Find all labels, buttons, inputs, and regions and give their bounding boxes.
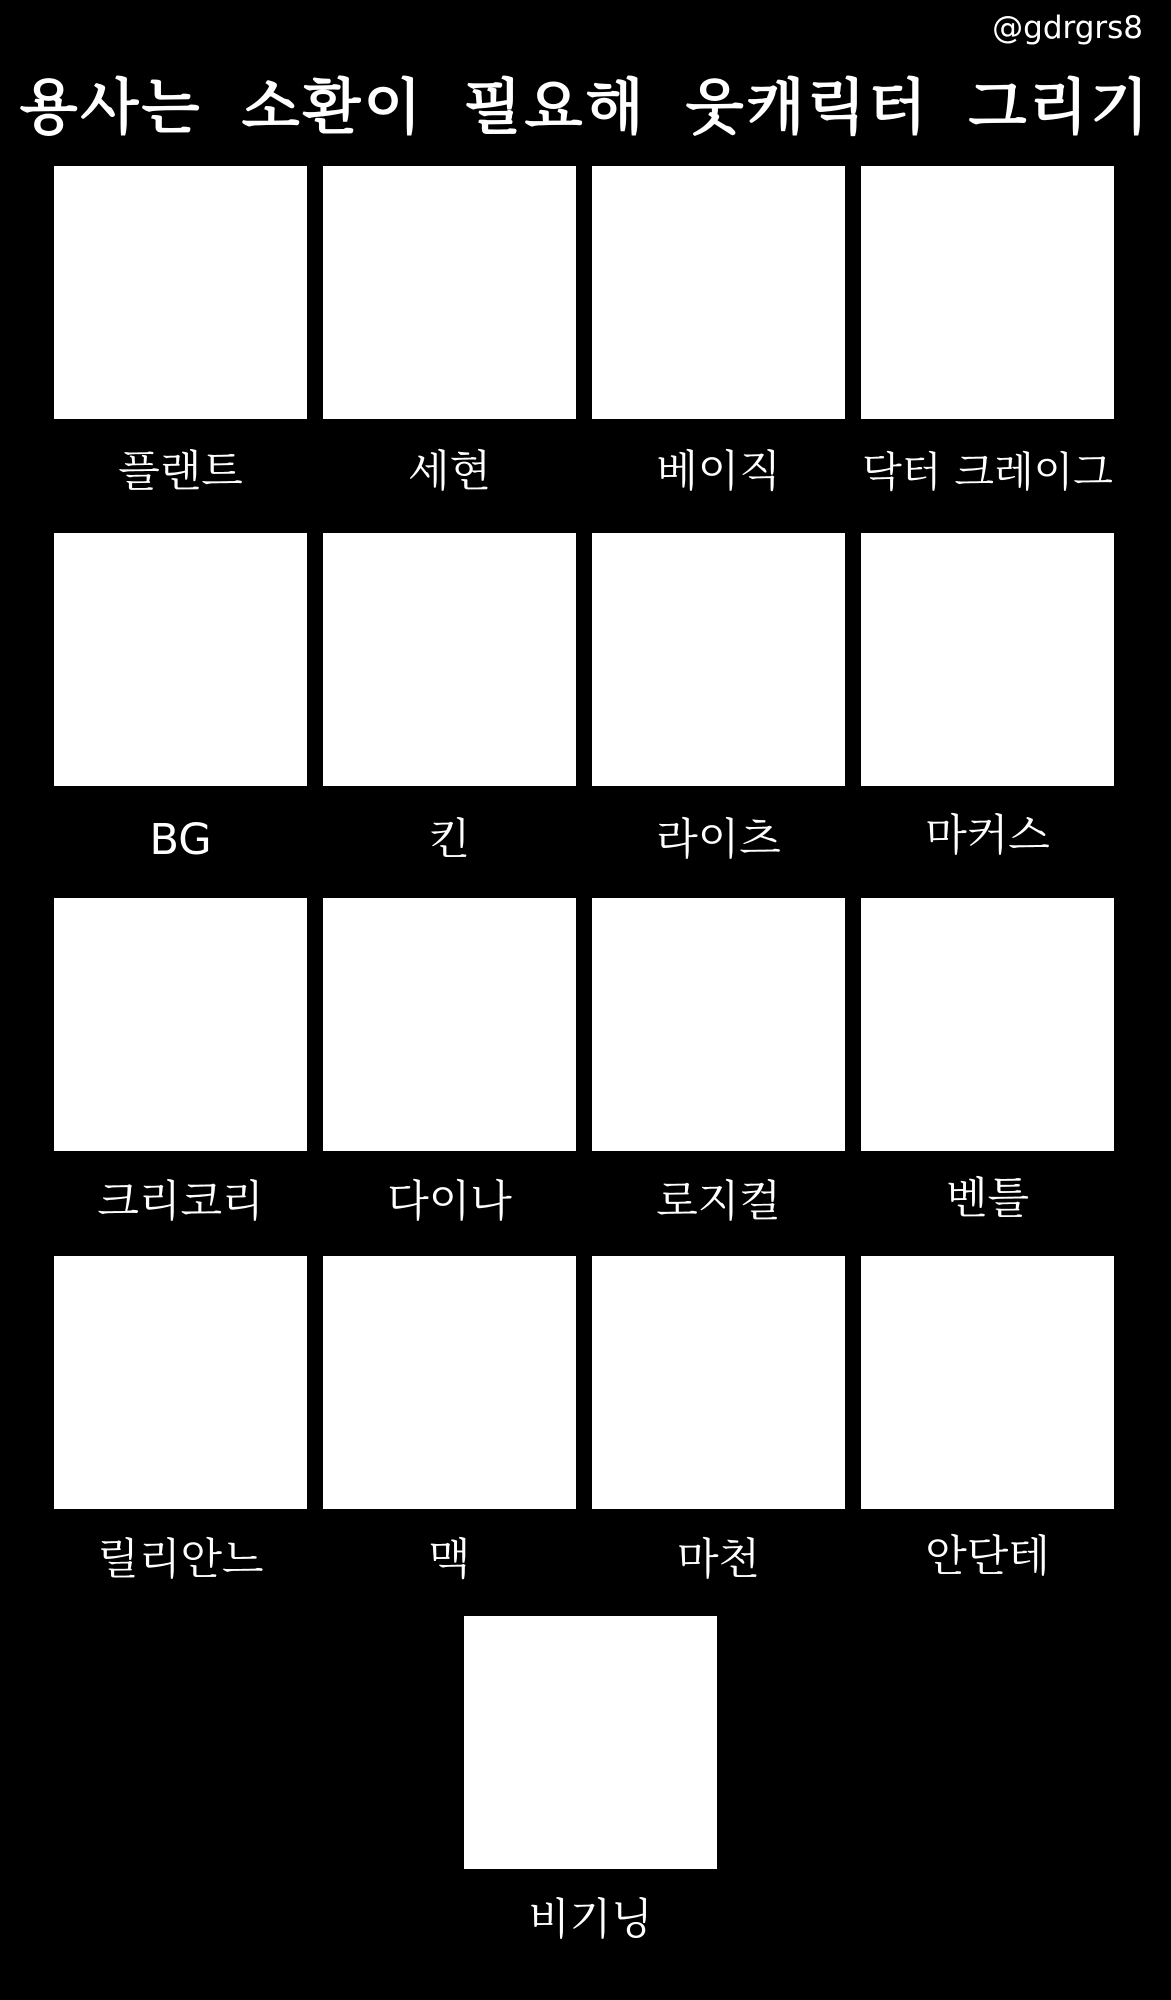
character-label: 라이츠	[656, 815, 781, 865]
character-cell	[323, 1256, 576, 1585]
drawing-box[interactable]	[323, 533, 576, 786]
character-label: 크리코리	[97, 1177, 264, 1227]
character-label: 킨	[428, 815, 471, 865]
drawing-box[interactable]	[592, 898, 845, 1151]
character-label: 마천	[676, 1535, 761, 1585]
character-label: 다이나	[387, 1177, 512, 1227]
character-cell	[592, 533, 845, 865]
character-cell	[323, 166, 576, 497]
character-label: 벤틀	[945, 1174, 1030, 1224]
character-label: 세현	[407, 447, 492, 497]
character-label: 로지컬	[656, 1177, 781, 1227]
character-cell	[592, 898, 845, 1227]
character-label: 마커스	[925, 811, 1050, 861]
character-label: 릴리안느	[97, 1535, 264, 1585]
character-cell	[861, 1256, 1114, 1582]
character-cell	[54, 1256, 307, 1585]
character-label: BG	[149, 815, 212, 865]
character-cell	[592, 166, 845, 497]
drawing-box[interactable]	[592, 166, 845, 419]
character-cell	[861, 166, 1114, 496]
drawing-box[interactable]	[861, 166, 1114, 419]
drawing-box[interactable]	[464, 1616, 717, 1869]
drawing-box[interactable]	[323, 166, 576, 419]
character-cell	[861, 533, 1114, 861]
character-cell	[54, 533, 307, 865]
drawing-box[interactable]	[861, 533, 1114, 786]
drawing-box[interactable]	[54, 898, 307, 1151]
drawing-box[interactable]	[323, 1256, 576, 1509]
character-cell	[323, 898, 576, 1227]
drawing-box[interactable]	[323, 898, 576, 1151]
character-label: 플랜트	[118, 447, 243, 497]
author-handle: @gdrgrs8	[992, 10, 1143, 46]
drawing-box[interactable]	[54, 533, 307, 786]
character-cell	[54, 166, 307, 497]
drawing-box[interactable]	[592, 533, 845, 786]
character-label: 맥	[428, 1535, 471, 1585]
character-label: 닥터 크레이그	[862, 448, 1113, 496]
drawing-box[interactable]	[861, 1256, 1114, 1509]
character-label: 베이직	[656, 447, 781, 497]
character-cell	[592, 1256, 845, 1585]
character-cell	[54, 898, 307, 1227]
character-cell	[464, 1616, 717, 1945]
drawing-box[interactable]	[592, 1256, 845, 1509]
character-label: 안단테	[925, 1532, 1050, 1582]
drawing-box[interactable]	[861, 898, 1114, 1151]
character-cell	[323, 533, 576, 865]
page-title: 용사는 소환이 필요해 웃캐릭터 그리기	[19, 73, 1152, 143]
drawing-box[interactable]	[54, 166, 307, 419]
drawing-box[interactable]	[54, 1256, 307, 1509]
character-label: 비기닝	[528, 1895, 653, 1945]
character-cell	[861, 898, 1114, 1224]
